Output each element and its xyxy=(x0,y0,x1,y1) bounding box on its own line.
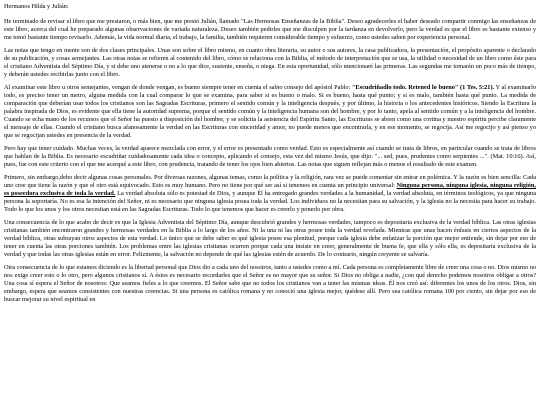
bible-quote-1-tes: "Escudriñadlo todo. Retened lo bueno" (1 Tes. 5:21). xyxy=(351,84,495,91)
paragraph-2: Las notas que tengo en mente son de dos clases principales. Unas son sobre el libro mismo, en cuanto obra literaria, su autor o sus autores, la casa publicadora, la presentación, el propósito aparente o declarado de su publicación, y cosas semejantes. Las otras notas se refieren al contenido del libro, cómo se relaciona con la Biblia, el método de interpretación que se usa, la utilidad o necesidad de un libro como éste para el cristiano Adventista del Séptimo Día, y si debe uno atenerse o no a lo que dice, sustente, enseña, o niega. En esta oportunidad, sólo mencionaré las primeras. Las segundas me tomarán un poco más de tiempo, y deberán ustedes recibirlas junto con el libro. xyxy=(4,47,536,78)
paragraph-3-text-a: Al examinar este libro u otros semejantes, vengan de donde vengan, es bueno siempre tener en cuenta el sabio consejo del apóstol Pablo: xyxy=(4,84,352,91)
paragraph-5-text-a: Primero, sin embargo,debo decir algunas cosas personales. Por diversas razones, algunas temas, como la política y la religión, rara vez se puede comentar sin entrar en polémica. Y la razón es bien sencilla: Cada uno cree que tiene la razón y que el otro está equivocado. Esto es muy humano. Pero no tiene por qué ser así si tenemos en cuenta un principio universal: xyxy=(4,174,536,189)
paragraph-3-text-b: Y al examinarlo todo, es preciso tener un metro, alguna medida con la cual comparar lo que se examina, para saber si es bueno o malo. Si es bueno, hasta qué punto; y si es malo, también hasta qué punto. La medida de comparación que deberían usar todos los cristianos son las Sagradas Escrituras, primero el sentido común y la inteligencia después, y por último, la historia o los antecedentes históricos. Siendo la Escritura la palabra inspirada de Dios, es evidente que ella tiene la autoridad suprema, porque el sentido común y la inteligencia humana son del hombre, y por lo tanto, apela al sentido común y a la inteligencia del hombre. Cuando se echa mano de los recursos que el Señor ha puesto a disposición del hombre, y se solicita la asistencia del Espíritu Santo, las Escrituras se abren como una cortina y nuestro espíritu percibe claramente el mensaje de ellas. Cuando el cristiano busca afanosamente la verdad en las Escrituras con sinceridad y amor, no puede menos que encontrarla, y en ese momento, se regocija. Así me regocijo y así pienso yo que se regocijan ustedes en presencia de la verdad. xyxy=(4,84,536,139)
paragraph-7: Otra consecuencia de lo que estamos diciendo es la libertad personal que Dios dio a cada uno del nosotros, tanto a ustedes como a mí. Cada persona es completamente libre de creer una cosa o no. Dios mismo no nos exige creer esto o lo otro, pero algunos cristianos sí. A éstos es necesario recordarles que el Señor es no mayor que su señor. Si Dios no obliga a nadie, ¿con qué derecho podemos nosotros obligar a otros? Una cosa sí espera el Señor de nosotros: Que seamos fieles a lo que creemos. El Señor sabe que no todos los cristianos van a tener las mismas ideas. Él nos creó así: diferentes los unos de los otros. Dios, sin embargo, espera que seamos consistentes con nuestras creencias. Si una persona es católica romana y no conoció una iglesia mejor, quédese allí. Pero sea católica romana 100 por ciento, sin dejar por eso de buscar mejorar su nivel espiritual en xyxy=(4,264,536,303)
paragraph-1: He terminado de revisar el libro que me prestaron, o más bien, que me prestó Julián, llamado "Las Hermosas Enseñanzas de la Biblia". Deseo agradecerles el haber deseado compartir conmigo las enseñanzas de este libro, acerca del cual he preparado algunas observaciones de variada naturaleza. Deseo también pedirles que me disculpen por la tardanza en devolverlo, pero la verdad es que el libro es bastante extenso y me tomó bastante tiempo revisarlo. Además, la vida normal diaria, el trabajo, la familia, también requieren considerable tiempo y esfuerzo, como ustedes saben por experiencia personal. xyxy=(4,18,536,41)
paragraph-5 xyxy=(4,174,536,214)
paragraph-5-text-b: La verdad absoluta sólo es potestad de Dios, y aunque Él ha entregado grandes verdades a la humanidad, la verdad absoluta, en términos teológicos, ya que ninguna persona la soportaría. No es esa la intención del Señor, ni es necesario que ninguna iglesia posea toda la verdad. Los individuos no la necesitan para su salvación, y la iglesia no la necesita para hacer su trabajo. Todo lo que los unos y los otros necesitan está en las Sagradas Escrituras. Todo lo que tenemos que hacer es creerlo y ponerlo por obra. xyxy=(4,190,536,213)
paragraph-3 xyxy=(4,84,536,140)
paragraph-4: Pero hay que tener cuidado. Muchas veces, la verdad aparece mezclada con error, y el error es presentado como verdad. Esto es especialmente así cuando se trata de libros, en particular cuando se trata de libros que hablan de la Biblia. Es necesario escudriñar cuidadosamente cada idea o concepto, aplicando el consejo, esta vez del mismo Jesús, que dijo: "... sed, pues, prudentes como serpientes ...". (Mat. 10:16). Así, pues, fue con este criterio con el que me acerqué a este libro, con prudencia, tratando de tener los ojos bien abiertos. Las notas que siguen reflejan más o menos el resultado de este examen. xyxy=(4,145,536,168)
universal-principle-statement: Ninguna persona, ninguna iglesia, ninguna religión, es poseedora exclusiva de toda la verdad. xyxy=(4,182,537,197)
paragraph-6: Una consecuencia de lo que acabo de decir es que la Iglesia Adventista del Séptimo Día, aunque descubrió grandes y hermosas verdades, tampoco es depositaria exclusiva de la verdad bíblica. Las otras iglesias cristianas también encontraron grandes y hermosas verdades en la Biblia a lo largo de los años. Ni la una ni las otras posee toda la verdad revelada. Mientras que unas hacen énfasis en ciertos aspectos de la verdad bíblica, otras subrayan otros aspectos de esta verdad. Lo único que se debe saber es qué iglesia posee esa plenitud, porque cada iglesia debe enfatizar la porción que mejor entiende, sin dejar por eso de tener en cuenta las otras porciones también. Los problemas entre las iglesias cristianas ocurren porque cada una insiste en creer, generalmente de buena fe, que ella y sólo ella, es depositaria exclusiva de la verdad y que todas las otras iglesias están en error. Felizmente, la salvación no depende de qué las iglesias estén de acuerdo. De lo contrario, ningún creyente se salvaría. xyxy=(4,219,536,258)
letter-salutation: Hermanos Hilda y Julián: xyxy=(4,3,69,10)
